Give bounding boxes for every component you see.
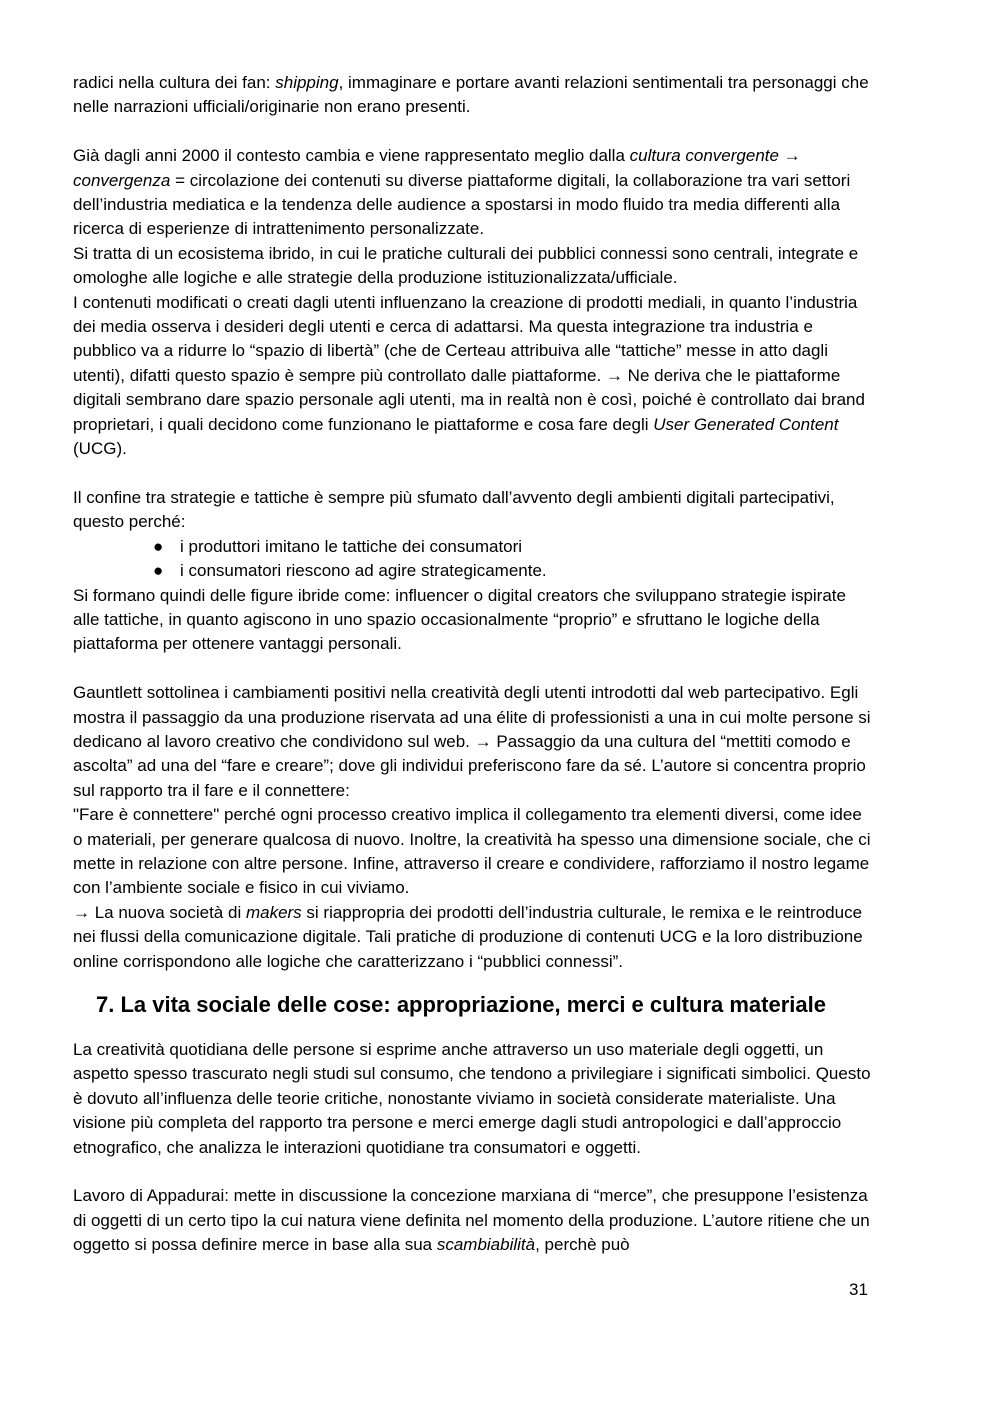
paragraph: Si formano quindi delle figure ibride come: influencer o digital creators che sviluppano strategie ispirate alle tattiche, in quanto agiscono in uno spazio occasionalmente “proprio” e sfruttano le logiche della piattaforma per ottenere vantaggi personali. <box>73 585 846 654</box>
paragraph <box>73 144 873 242</box>
section-heading: 7. La vita sociale delle cose: appropriazione, merci e cultura materiale <box>96 991 826 1017</box>
paragraph <box>73 71 873 120</box>
text-run: , perchè può <box>535 1235 630 1255</box>
text-run: → La nuova società di <box>73 902 246 922</box>
text-run: Già dagli anni 2000 il contesto cambia e viene rappresentato meglio dalla <box>73 146 630 166</box>
paragraph <box>73 291 873 462</box>
paragraph: Gauntlett sottolinea i cambiamenti positivi nella creatività degli utenti introdotti dal web partecipativo. Egli mostra il passaggio da una produzione riservata ad una élite di professionisti a una in cui molte persone si dedicano al lavoro creativo che condividono sul web. → Passaggio da una cultura del “mettiti comodo e ascolta” ad una del “fare e creare”; dove gli individui preferiscono fare da sé. L’autore si concentra proprio sul rapporto tra il fare e il connettere: <box>73 683 871 800</box>
text-run: = circolazione dei contenuti su diverse piattaforme digitali, la collaborazione tra vari settori dell’industria mediatica e la tendenza delle audience a spostarsi in modo fluido tra media differenti alla ricerca di esperienze di intrattenimento personalizzate. <box>73 170 851 239</box>
text-run: (UCG). <box>73 439 127 459</box>
paragraph-spacer <box>73 1160 873 1184</box>
text-run: Lavoro di Appadurai: mette in discussione la concezione marxiana di “merce”, che presuppone l’esistenza di oggetti di un certo tipo la cui natura viene definita nel momento della produzione. L’autore ritiene che un oggetto si possa definire merce in base alla sua <box>73 1186 870 1255</box>
bullet-list <box>73 535 873 584</box>
paragraph: "Fare è connettere" perché ogni processo creativo implica il collegamento tra elementi diversi, come idee o materiali, per generare qualcosa di nuovo. Inoltre, la creatività ha spesso una dimensione sociale, che ci mette in relazione con altre persone. Infine, attraverso il creare e condividere, rafforziamo il nostro legame con l’ambiente sociale e fisico in cui viviamo. <box>73 805 871 898</box>
paragraph: La creatività quotidiana delle persone si esprime anche attraverso un uso materiale degli oggetti, un aspetto spesso trascurato negli studi sul consumo, che tendono a privilegiare i significati simbolici. Questo è dovuto all’influenza delle teorie critiche, nonostante viviamo in società considerate materialiste. Una visione più completa del rapporto tra persone e merci emerge dagli studi antropologici e dall’approccio etnografico, che analizza le interazioni quotidiane tra consumatori e oggetti. <box>73 1039 871 1157</box>
italic-term: scambiabilità <box>436 1235 536 1255</box>
text-run: si riappropria dei prodotti dell’industria culturale, le remixa e le reintroduce nei flussi della comunicazione digitale. Tali pratiche di produzione di contenuti UCG e la loro distribuzione online corrispondono alle logiche che caratterizzano i “pubblici connessi”. <box>73 902 863 971</box>
paragraph-spacer <box>73 120 873 144</box>
bullet-icon: ● <box>153 536 164 556</box>
list-item-text: i consumatori riescono ad agire strategicamente. <box>180 561 547 581</box>
text-run: radici nella cultura dei fan: <box>73 73 276 92</box>
paragraph: Si tratta di un ecosistema ibrido, in cui le pratiche culturali dei pubblici connessi sono centrali, integrate e omologhe alle logiche e alle strategie della produzione istituzionalizzata/ufficiale. <box>73 243 859 288</box>
text-run: , immaginare e portare avanti relazioni sentimentali tra personaggi che nelle narrazioni ufficiali/originarie non erano presenti. <box>73 73 869 117</box>
list-item-text: i produttori imitano le tattiche dei consumatori <box>180 536 523 556</box>
list-item <box>73 535 873 559</box>
paragraph-spacer <box>73 461 873 485</box>
paragraph <box>73 901 873 974</box>
page-number: 31 <box>849 1280 868 1299</box>
bullet-icon: ● <box>153 561 164 581</box>
paragraph: Il confine tra strategie e tattiche è sempre più sfumato dall’avvento degli ambienti digitali partecipativi, questo perché: <box>73 487 835 532</box>
paragraph-spacer <box>73 657 873 681</box>
italic-term: shipping <box>275 73 339 92</box>
italic-term: User Generated Content <box>653 414 839 434</box>
text-run: I contenuti modificati o creati dagli utenti influenzano la creazione di prodotti mediali, in quanto l’industria dei media osserva i desideri degli utenti e cerca di adattarsi. Ma questa integrazione tra industria e pubblico va a ridurre lo “spazio di libertà” (che de Certeau attribuiva alle “tattiche” messe in atto dagli utenti), difatti questo spazio è sempre più controllato dalle piattaforme. → Ne deriva che le piattaforme digitali sembrano dare spazio personale agli utenti, ma in realtà non è così, poiché è controllato dai brand proprietari, i quali decidono come funzionano le piattaforme e cosa fare degli <box>73 292 865 434</box>
list-item <box>73 559 873 583</box>
paragraph <box>73 1184 873 1257</box>
italic-term: makers <box>245 902 302 922</box>
italic-term: cultura convergente → convergenza <box>73 146 801 190</box>
page-body <box>73 71 873 1258</box>
